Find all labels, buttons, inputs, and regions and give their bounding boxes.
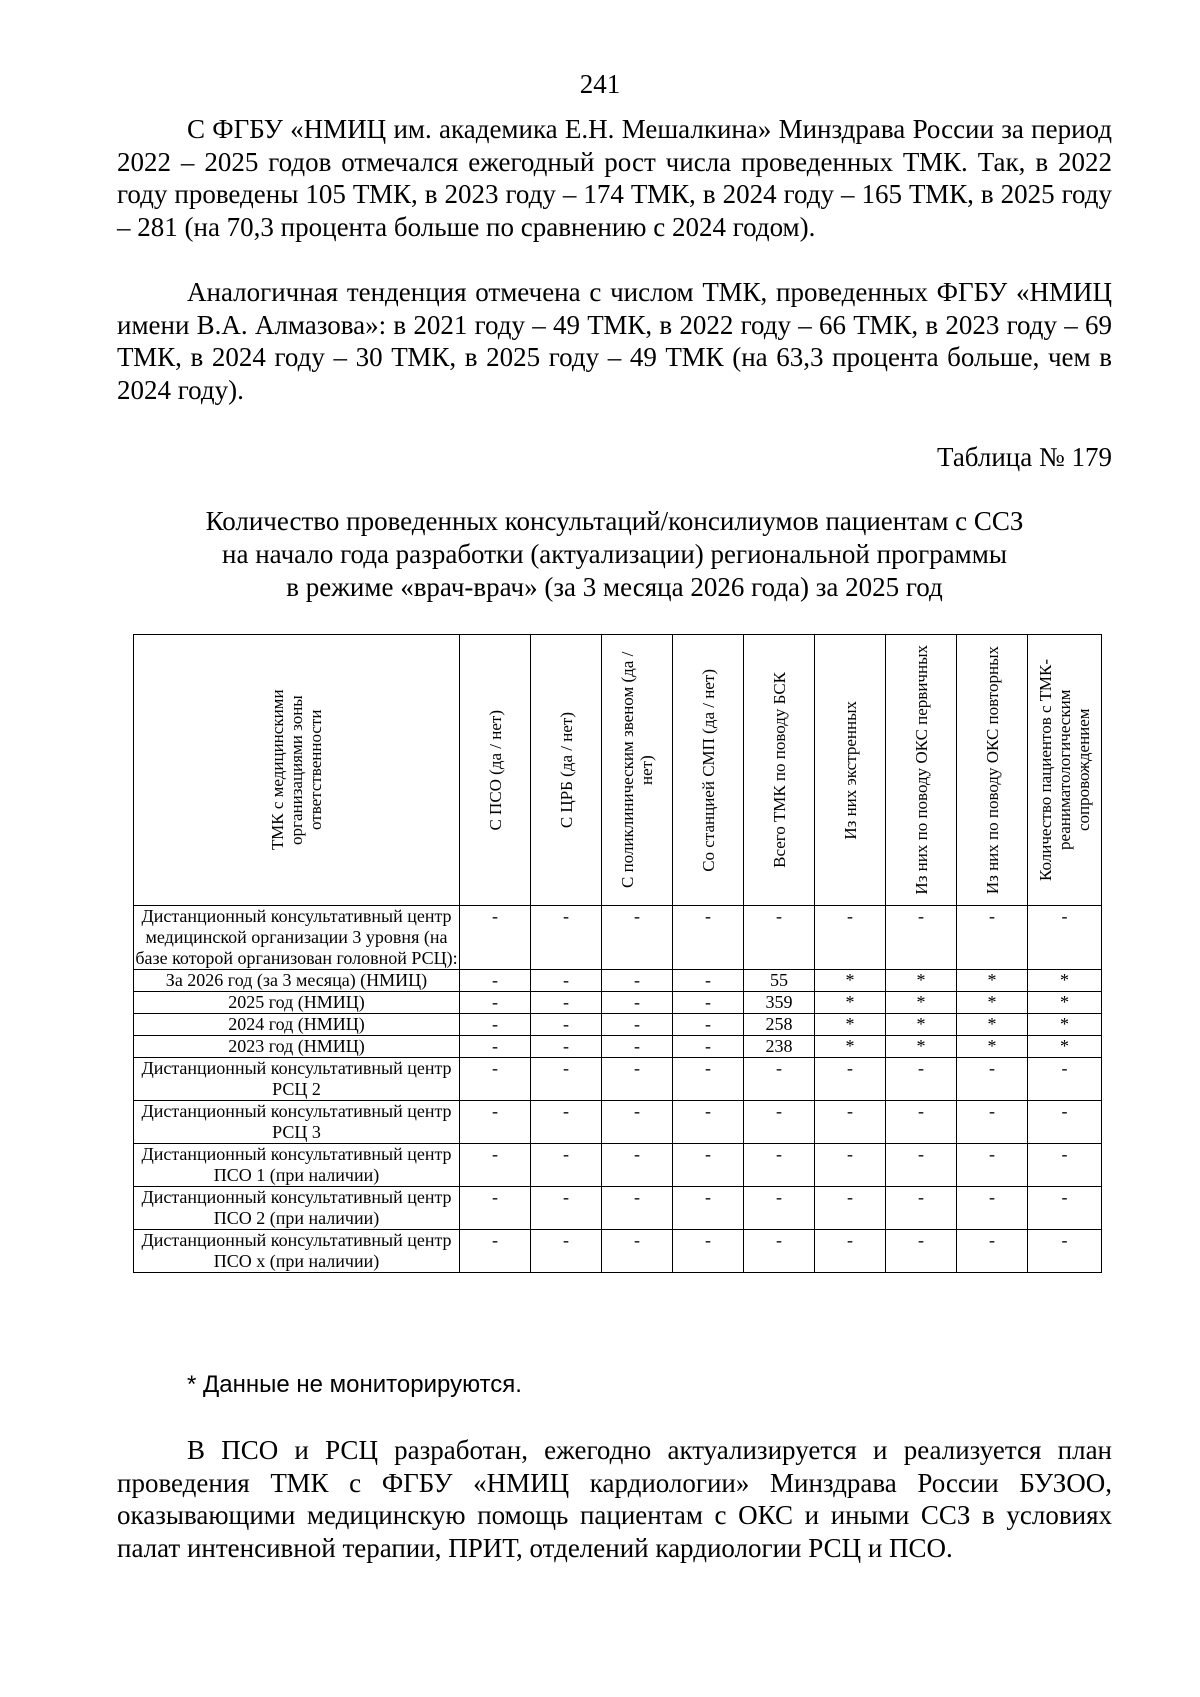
table-header-cell (460, 635, 531, 906)
table-cell: - (602, 1058, 673, 1101)
table-cell: - (673, 906, 744, 970)
table-cell: - (460, 906, 531, 970)
table-cell: * (957, 970, 1028, 992)
table-row (134, 1230, 1102, 1273)
table-caption-line: на начало года разработки (актуализации) региональной программы (222, 539, 1007, 569)
table-header-label: Из них по поводу ОКС повторных (982, 645, 1002, 895)
table-cell: - (673, 1014, 744, 1036)
table-cell: * (815, 992, 886, 1014)
table-cell: - (460, 970, 531, 992)
table-row-label: Дистанционный консультативный центр РСЦ 2 (134, 1058, 460, 1101)
table-cell: - (815, 1230, 886, 1273)
table-cell: - (602, 1014, 673, 1036)
table-cell: - (460, 1058, 531, 1101)
table-caption-line: в режиме «врач-врач» (за 3 месяца 2026 года) за 2025 год (286, 572, 943, 602)
table-cell: - (744, 906, 815, 970)
table-cell: - (531, 1036, 602, 1058)
table-cell: - (744, 1187, 815, 1230)
table-row (134, 992, 1102, 1014)
table-row (134, 1036, 1102, 1058)
table-cell: - (886, 1187, 957, 1230)
table-cell: - (957, 1144, 1028, 1187)
table-cell: - (957, 1058, 1028, 1101)
table-cell: 238 (744, 1036, 815, 1058)
table-cell: - (1028, 1101, 1102, 1144)
table-header-label: Со станцией СМП (да / нет) (698, 668, 718, 872)
table-cell: - (531, 1101, 602, 1144)
table-cell: - (602, 906, 673, 970)
table-cell: - (460, 1036, 531, 1058)
table-row (134, 1144, 1102, 1187)
table-cell: - (531, 906, 602, 970)
table-caption-line: Количество проведенных консультаций/консилиумов пациентам с ССЗ (205, 506, 1024, 536)
table-cell: - (1028, 1230, 1102, 1273)
table-header-label: Всего ТМК по поводу БСК (769, 672, 789, 868)
table-cell: - (602, 1144, 673, 1187)
table-cell: * (815, 1036, 886, 1058)
table-row-label: 2024 год (НМИЦ) (134, 1014, 460, 1036)
table-cell: - (1028, 906, 1102, 970)
table-cell: * (886, 970, 957, 992)
table-cell: - (602, 1036, 673, 1058)
table-caption (117, 505, 1112, 604)
table-row-label: 2025 год (НМИЦ) (134, 992, 460, 1014)
table-header-cell (673, 635, 744, 906)
table-header (134, 635, 1102, 906)
table-header-cell (886, 635, 957, 906)
table-cell: * (1028, 1036, 1102, 1058)
table-row-label: Дистанционный консультативный центр медицинской организации 3 уровня (на базе которой организован головной РСЦ): (135, 906, 458, 968)
table-cell: - (531, 1144, 602, 1187)
table-cell: * (886, 1014, 957, 1036)
table-cell: * (957, 1014, 1028, 1036)
table-cell: - (602, 1187, 673, 1230)
table-row-label: Дистанционный консультативный центр ПСО х (при наличии) (134, 1230, 460, 1273)
table-header-cell (957, 635, 1028, 906)
table-cell: * (886, 1036, 957, 1058)
table-cell: - (460, 1101, 531, 1144)
table-cell: - (673, 970, 744, 992)
table-cell: - (1028, 1187, 1102, 1230)
table-cell: - (744, 1101, 815, 1144)
table-cell: - (602, 1101, 673, 1144)
table-header-label: С ЦРБ (да / нет) (556, 711, 576, 829)
table-cell: - (673, 1036, 744, 1058)
table-header-label: Из них экстренных (840, 700, 860, 840)
table-cell: 55 (744, 970, 815, 992)
footnote: * Данные не мониторируются. (187, 1371, 522, 1398)
table-cell: - (957, 1187, 1028, 1230)
table-cell: - (460, 992, 531, 1014)
table-cell: - (602, 970, 673, 992)
table-cell: - (815, 1187, 886, 1230)
table-cell: 359 (744, 992, 815, 1014)
table-header-cell (531, 635, 602, 906)
table-header-cell (744, 635, 815, 906)
table-cell: - (815, 906, 886, 970)
table-row (134, 1101, 1102, 1144)
table-row-label: Дистанционный консультативный центр ПСО 1 (при наличии) (134, 1144, 460, 1187)
table-cell: - (531, 1014, 602, 1036)
table-cell: - (1028, 1058, 1102, 1101)
table-cell: - (673, 1058, 744, 1101)
table-row (134, 1014, 1102, 1036)
table-header-cell (1028, 635, 1102, 906)
table-cell: - (460, 1187, 531, 1230)
table-cell: - (1028, 1144, 1102, 1187)
tmk-table (133, 634, 1102, 1273)
table-cell: * (815, 970, 886, 992)
table-cell: - (815, 1101, 886, 1144)
table-header-label: С поликлиническим звеном (да / нет) (618, 651, 656, 889)
table-cell: - (957, 906, 1028, 970)
table-cell: * (1028, 1014, 1102, 1036)
table-cell: - (886, 1230, 957, 1273)
table-cell: - (531, 970, 602, 992)
table-cell: * (1028, 992, 1102, 1014)
table-cell: - (531, 1058, 602, 1101)
table-header-cell (815, 635, 886, 906)
paragraph-almazov: Аналогичная тенденция отмечена с числом ТМК, проведенных ФГБУ «НМИЦ имени В.А. Алмазова»: в 2021 году – 49 ТМК, в 2022 году – 66 ТМК, в 2023 году – 69 ТМК, в 2024 году – 30 ТМК, в 2025 году – 49 ТМК (на 63,3 процента больше, чем в 2024 году). (117, 277, 1112, 405)
table-cell: * (886, 992, 957, 1014)
table-cell: - (886, 906, 957, 970)
table-row (134, 906, 1102, 970)
table-cell: - (886, 1101, 957, 1144)
table-cell: - (744, 1230, 815, 1273)
table-cell: - (673, 992, 744, 1014)
table-cell: - (673, 1230, 744, 1273)
table-cell: - (673, 1187, 744, 1230)
table-cell: - (886, 1144, 957, 1187)
table-row (134, 1058, 1102, 1101)
table-cell: - (460, 1230, 531, 1273)
table-cell: 258 (744, 1014, 815, 1036)
table-row-label: 2023 год (НМИЦ) (134, 1036, 460, 1058)
table-cell: - (531, 1187, 602, 1230)
table-label: Таблица № 179 (937, 442, 1112, 472)
table-row-label: Дистанционный консультативный центр ПСО 2 (при наличии) (134, 1187, 460, 1230)
table-cell: * (957, 1036, 1028, 1058)
table-header-cell (134, 635, 460, 906)
table-row-label: Дистанционный консультативный центр РСЦ 3 (134, 1101, 460, 1144)
table-cell: - (673, 1101, 744, 1144)
table-cell: - (815, 1058, 886, 1101)
paragraph-meshalkin: С ФГБУ «НМИЦ им. академика Е.Н. Мешалкина» Минздрава России за период 2022 – 2025 годов отмечался ежегодный рост числа проведенных ТМК. Так, в 2022 году проведены 105 ТМК, в 2023 году – 174 ТМК, в 2024 году – 165 ТМК, в 2025 году – 281 (на 70,3 процента больше по сравнению с 2024 годом). (117, 114, 1112, 242)
table-cell: * (957, 992, 1028, 1014)
table-row (134, 970, 1102, 992)
table-cell: * (815, 1014, 886, 1036)
table-cell: - (602, 992, 673, 1014)
table-row-label: За 2026 год (за 3 месяца) (НМИЦ) (134, 970, 460, 992)
page-number: 241 (579, 69, 621, 99)
table-cell: - (673, 1144, 744, 1187)
table-cell: - (744, 1144, 815, 1187)
table-header-label: Количество пациентов с ТМК-реаниматологическим сопровождением (1036, 658, 1093, 882)
table-cell: - (957, 1230, 1028, 1273)
table-header-label: С ПСО (да / нет) (485, 709, 505, 831)
table-cell: - (602, 1230, 673, 1273)
table-body (134, 906, 1102, 1273)
table-cell: - (886, 1058, 957, 1101)
table-cell: - (957, 1101, 1028, 1144)
table-cell: - (460, 1144, 531, 1187)
table-cell: - (460, 1014, 531, 1036)
table-cell: - (531, 992, 602, 1014)
paragraph-tmk-plan: В ПСО и РСЦ разработан, ежегодно актуализируется и реализуется план проведения ТМК с ФГБУ «НМИЦ кардиологии» Минздрава России БУЗОО, оказывающими медицинскую помощь пациентам с ОКС и иными ССЗ в условиях палат интенсивной терапии, ПРИТ, отделений кардиологии РСЦ и ПСО. (117, 1435, 1112, 1563)
table-header-cell (602, 635, 673, 906)
table-cell: - (744, 1058, 815, 1101)
table-header-label: ТМК с медицинскими организациями зоны ответственности (268, 689, 325, 851)
table-cell: * (1028, 970, 1102, 992)
table-row (134, 1187, 1102, 1230)
table-header-label: Из них по поводу ОКС первичных (911, 645, 931, 895)
table-cell: - (531, 1230, 602, 1273)
table-cell: - (815, 1144, 886, 1187)
table-header-row (134, 635, 1102, 906)
